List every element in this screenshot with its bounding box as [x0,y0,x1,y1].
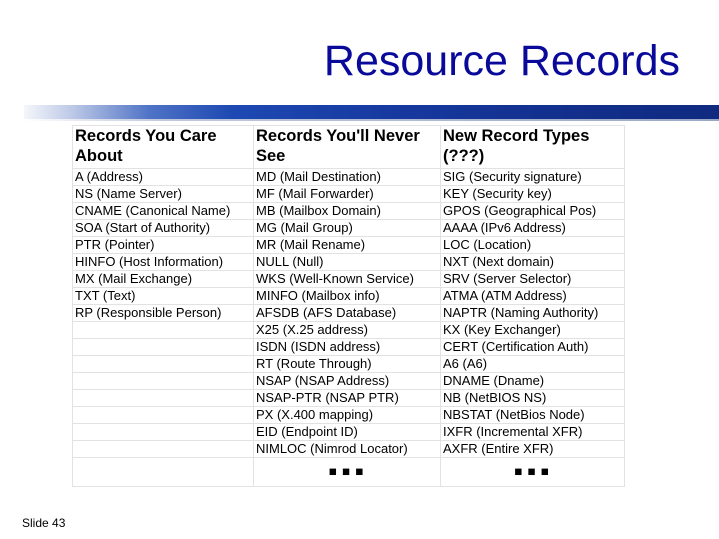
table-cell: ISDN (ISDN address) [254,339,441,356]
table-cell: LOC (Location) [441,237,625,254]
column-header-never-see: Records You'll Never See [254,126,441,169]
table-cell: MF (Mail Forwarder) [254,186,441,203]
table-cell: RP (Responsible Person) [73,305,254,322]
table-row [73,322,625,339]
table-cell: ATMA (ATM Address) [441,288,625,305]
table-row [73,237,625,254]
table-cell: AFSDB (AFS Database) [254,305,441,322]
title-divider-shadow [24,119,719,121]
table-cell: WKS (Well-Known Service) [254,271,441,288]
table-cell: MX (Mail Exchange) [73,271,254,288]
table-cell: RT (Route Through) [254,356,441,373]
ellipsis-cell [73,458,254,487]
table-cell: MG (Mail Group) [254,220,441,237]
table-header-row [73,126,625,169]
table-cell [73,373,254,390]
table-cell: PX (X.400 mapping) [254,407,441,424]
table-cell: IXFR (Incremental XFR) [441,424,625,441]
table-cell [73,441,254,458]
table-cell: NSAP-PTR (NSAP PTR) [254,390,441,407]
column-header-care-about: Records You Care About [73,126,254,169]
table-row [73,424,625,441]
resource-records-table [72,125,625,487]
table-cell: A (Address) [73,169,254,186]
table-cell: CNAME (Canonical Name) [73,203,254,220]
table-row [73,169,625,186]
table-row [73,373,625,390]
table-row [73,441,625,458]
title-divider-bar [24,105,719,119]
table-cell [73,356,254,373]
table-cell: EID (Endpoint ID) [254,424,441,441]
table-cell: NIMLOC (Nimrod Locator) [254,441,441,458]
table-cell: HINFO (Host Information) [73,254,254,271]
table-cell: A6 (A6) [441,356,625,373]
table-cell: X25 (X.25 address) [254,322,441,339]
table-cell [73,407,254,424]
table-row [73,203,625,220]
table-row [73,305,625,322]
slide-title: Resource Records [323,37,680,85]
table-cell: MR (Mail Rename) [254,237,441,254]
table-row [73,220,625,237]
table-cell [73,322,254,339]
column-header-new-types: New Record Types (???) [441,126,625,169]
table-row [73,271,625,288]
table-cell: GPOS (Geographical Pos) [441,203,625,220]
table-row [73,407,625,424]
table-cell: KX (Key Exchanger) [441,322,625,339]
table-cell: MB (Mailbox Domain) [254,203,441,220]
table-row [73,390,625,407]
table-cell: MD (Mail Destination) [254,169,441,186]
table-cell: DNAME (Dname) [441,373,625,390]
table-row [73,254,625,271]
table-row [73,186,625,203]
table-cell: SOA (Start of Authority) [73,220,254,237]
table-row [73,356,625,373]
table-cell: TXT (Text) [73,288,254,305]
ellipsis-cell: ▪▪▪ [254,458,441,487]
ellipsis-row [73,458,625,487]
table-cell: NB (NetBIOS NS) [441,390,625,407]
slide-number: Slide 43 [22,516,66,530]
table-cell: KEY (Security key) [441,186,625,203]
table-cell: AXFR (Entire XFR) [441,441,625,458]
table-cell: NXT (Next domain) [441,254,625,271]
table-cell: MINFO (Mailbox info) [254,288,441,305]
table-cell: SRV (Server Selector) [441,271,625,288]
table-cell: SIG (Security signature) [441,169,625,186]
ellipsis-cell: ▪▪▪ [441,458,625,487]
table-cell: AAAA (IPv6 Address) [441,220,625,237]
table-cell: CERT (Certification Auth) [441,339,625,356]
table-cell: NULL (Null) [254,254,441,271]
table-cell [73,339,254,356]
table-cell: NS (Name Server) [73,186,254,203]
table-cell [73,390,254,407]
table-cell [73,424,254,441]
table-cell: NBSTAT (NetBios Node) [441,407,625,424]
table-row [73,339,625,356]
table-cell: PTR (Pointer) [73,237,254,254]
table-row [73,288,625,305]
table-cell: NSAP (NSAP Address) [254,373,441,390]
table-cell: NAPTR (Naming Authority) [441,305,625,322]
